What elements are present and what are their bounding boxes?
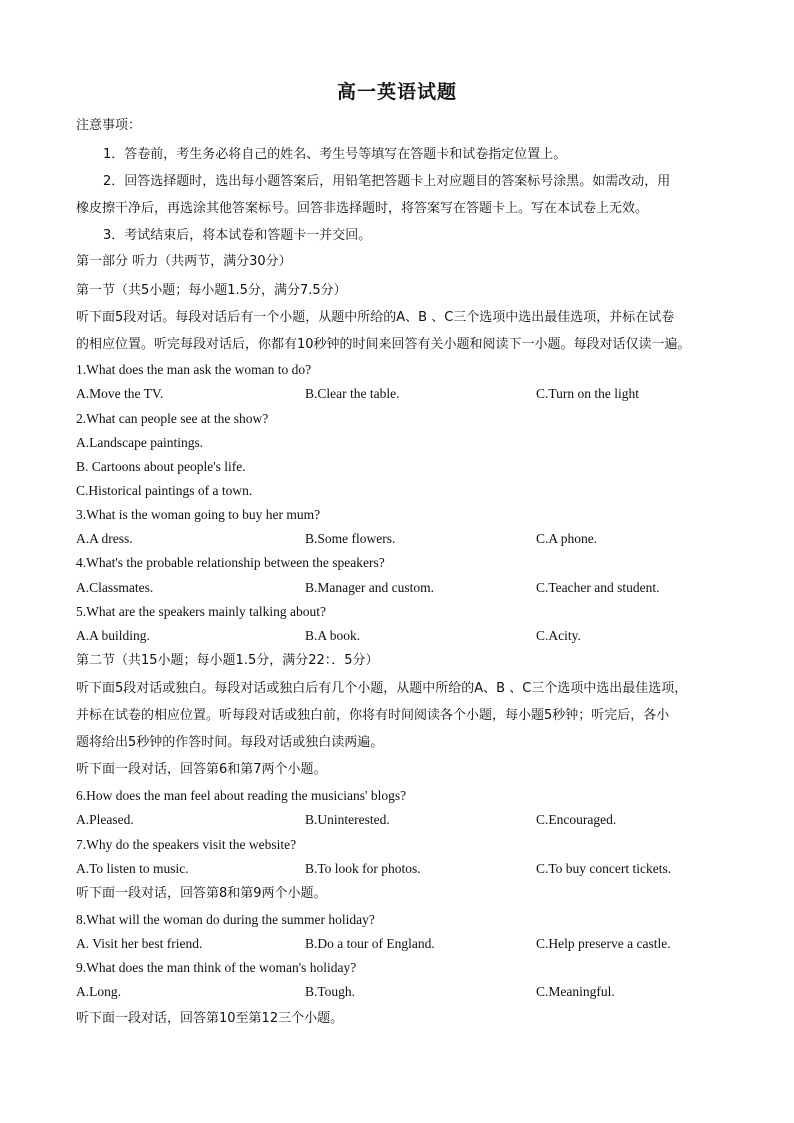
question-5-option-b: B.A book.	[305, 628, 361, 643]
question-4-option-c: C.Teacher and student.	[536, 580, 660, 595]
section2-instructions-line-1: 听下面5段对话或独白。每段对话或独白后有几个小题，从题中所给的A、B 、C三个选项中选出最佳选项，	[76, 681, 688, 696]
question-9-option-b: B.Tough.	[305, 984, 356, 999]
section1-instructions-line-2: 的相应位置。听完每段对话后，你都有10秒钟的时间来回答有关小题和阅读下一小题。每段对话仅读一遍。	[76, 337, 691, 352]
question-8-option-b: B.Do a tour of England.	[305, 936, 435, 951]
question-2-option-a: A.Landscape paintings.	[76, 435, 204, 450]
question-7-option-b: B.To look for photos.	[305, 861, 421, 876]
section2-instructions-line-2: 并标在试卷的相应位置。听每段对话或独白前，你将有时间阅读各个小题，每小题5秒钟；听完后，各小	[76, 708, 670, 723]
notice-item-2-line-2: 橡皮擦干净后，再选涂其他答案标号。回答非选择题时，将答案写在答题卡上。写在本试卷上无效。	[76, 201, 649, 216]
question-5-option-c: C.Acity.	[536, 628, 581, 643]
question-4-option-b: B.Manager and custom.	[305, 580, 434, 595]
question-6-option-b: B.Uninterested.	[305, 812, 390, 827]
notice-item-1: 1．答卷前，考生务必将自己的姓名、考生号等填写在答题卡和试卷指定位置上。	[103, 147, 567, 162]
question-2: 2.What can people see at the show?	[76, 411, 269, 426]
question-9-option-a: A.Long.	[76, 984, 121, 999]
question-7-option-c: C.To buy concert tickets.	[536, 861, 672, 876]
question-6-option-a: A.Pleased.	[76, 812, 134, 827]
part1-heading: 第一部分 听力（共两节，满分30分）	[76, 254, 292, 269]
dialog-8-9-instruction: 听下面一段对话，回答第8和第9两个小题。	[76, 886, 327, 901]
notice-heading: 注意事项：	[76, 118, 142, 133]
question-1-option-c: C.Turn on the light	[536, 386, 640, 401]
question-1-option-b: B.Clear the table.	[305, 386, 400, 401]
question-9: 9.What does the man think of the woman's holiday?	[76, 960, 357, 975]
question-3-option-b: B.Some flowers.	[305, 531, 396, 546]
question-2-option-b: B. Cartoons about people's life.	[76, 459, 246, 474]
question-7: 7.Why do the speakers visit the website?	[76, 837, 297, 852]
page-title: 高一英语试题	[336, 81, 457, 103]
question-3-option-a: A.A dress.	[76, 531, 133, 546]
question-7-option-a: A.To listen to music.	[76, 861, 189, 876]
question-5-option-a: A.A building.	[76, 628, 150, 643]
question-8: 8.What will the woman do during the summer holiday?	[76, 912, 375, 927]
section1-heading: 第一节（共5小题；每小题1.5分，满分7.5分）	[76, 283, 347, 298]
question-4: 4.What's the probable relationship between the speakers?	[76, 555, 385, 570]
question-3-option-c: C.A phone.	[536, 531, 598, 546]
question-1: 1.What does the man ask the woman to do?	[76, 362, 312, 377]
section2-heading: 第二节（共15小题；每小题1.5分，满分22：．5分）	[76, 653, 379, 668]
question-8-option-c: C.Help preserve a castle.	[536, 936, 671, 951]
notice-item-3: 3．考试结束后，将本试卷和答题卡一并交回。	[103, 228, 372, 243]
question-1-option-a: A.Move the TV.	[76, 386, 164, 401]
question-6: 6.How does the man feel about reading the musicians' blogs?	[76, 788, 407, 803]
question-6-option-c: C.Encouraged.	[536, 812, 617, 827]
section2-instructions-line-3: 题将给出5秒钟的作答时间。每段对话或独白读两遍。	[76, 735, 384, 750]
question-4-option-a: A.Classmates.	[76, 580, 154, 595]
question-8-option-a: A. Visit her best friend.	[76, 936, 203, 951]
question-3: 3.What is the woman going to buy her mum?	[76, 507, 321, 522]
dialog-6-7-instruction: 听下面一段对话，回答第6和第7两个小题。	[76, 762, 327, 777]
question-9-option-c: C.Meaningful.	[536, 984, 615, 999]
section1-instructions-line-1: 听下面5段对话。每段对话后有一个小题，从题中所给的A、B 、C三个选项中选出最佳选项，并标在试卷	[76, 310, 675, 325]
question-5: 5.What are the speakers mainly talking about?	[76, 604, 327, 619]
notice-item-2-line-1: 2．回答选择题时，选出每小题答案后，用铅笔把答题卡上对应题目的答案标号涂黑。如需改动，用	[103, 174, 671, 189]
dialog-10-12-instruction: 听下面一段对话，回答第10至第12三个小题。	[76, 1011, 344, 1026]
question-2-option-c: C.Historical paintings of a town.	[76, 483, 253, 498]
